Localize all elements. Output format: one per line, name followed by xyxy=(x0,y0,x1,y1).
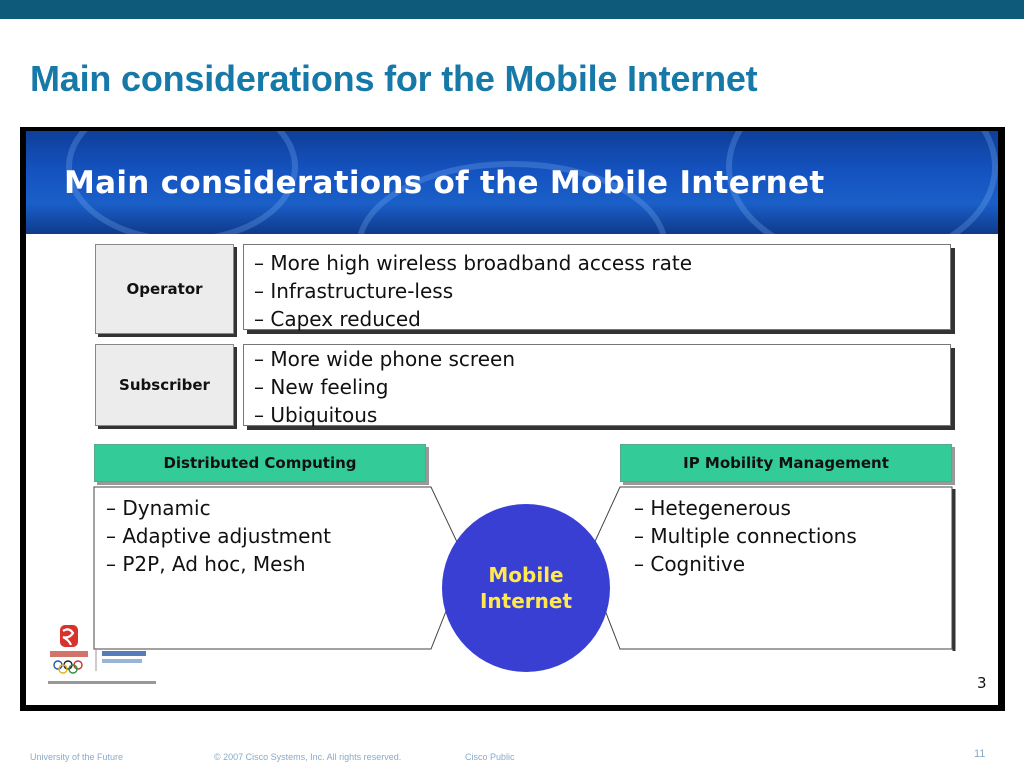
subscriber-item: – More wide phone screen xyxy=(254,347,515,371)
embedded-slide xyxy=(26,131,998,705)
olympic-china-mobile-logo xyxy=(46,623,166,695)
footer-copyright: © 2007 Cisco Systems, Inc. All rights reserved. xyxy=(214,752,402,762)
embedded-banner-title: Main considerations of the Mobile Internet xyxy=(64,165,825,201)
operator-item: – Infrastructure-less xyxy=(254,279,454,303)
operator-item: – More high wireless broadband access rate xyxy=(254,251,693,275)
mobile-internet-line1: Mobile xyxy=(488,563,564,587)
ip-mobility-list xyxy=(634,494,857,578)
subscriber-item: – Ubiquitous xyxy=(254,403,378,427)
slide-number: 11 xyxy=(974,748,986,760)
distributed-computing-header-text: Distributed Computing xyxy=(163,454,357,472)
ip-mobility-item: – Multiple connections xyxy=(634,524,857,548)
mobile-internet-circle xyxy=(442,504,610,672)
distributed-item: – P2P, Ad hoc, Mesh xyxy=(106,552,306,576)
subscriber-label-text: Subscriber xyxy=(119,376,210,394)
footer-left: University of the Future xyxy=(30,752,124,762)
operator-item: – Capex reduced xyxy=(254,307,421,331)
ip-mobility-item: – Cognitive xyxy=(634,552,746,576)
distributed-item: – Adaptive adjustment xyxy=(106,524,331,548)
mobile-internet-line2: Internet xyxy=(479,589,573,613)
distributed-item: – Dynamic xyxy=(106,496,211,520)
embedded-page-number: 3 xyxy=(977,674,987,692)
top-bar xyxy=(0,0,1024,19)
operator-label-text: Operator xyxy=(126,280,203,298)
footer-classification: Cisco Public xyxy=(465,752,515,762)
subscriber-item: – New feeling xyxy=(254,375,389,399)
ip-mobility-item: – Hetegenerous xyxy=(634,496,791,520)
ip-mobility-header-text: IP Mobility Management xyxy=(683,454,889,472)
slide-title: Main considerations for the Mobile Internet xyxy=(30,58,758,99)
distributed-computing-list xyxy=(106,494,331,578)
